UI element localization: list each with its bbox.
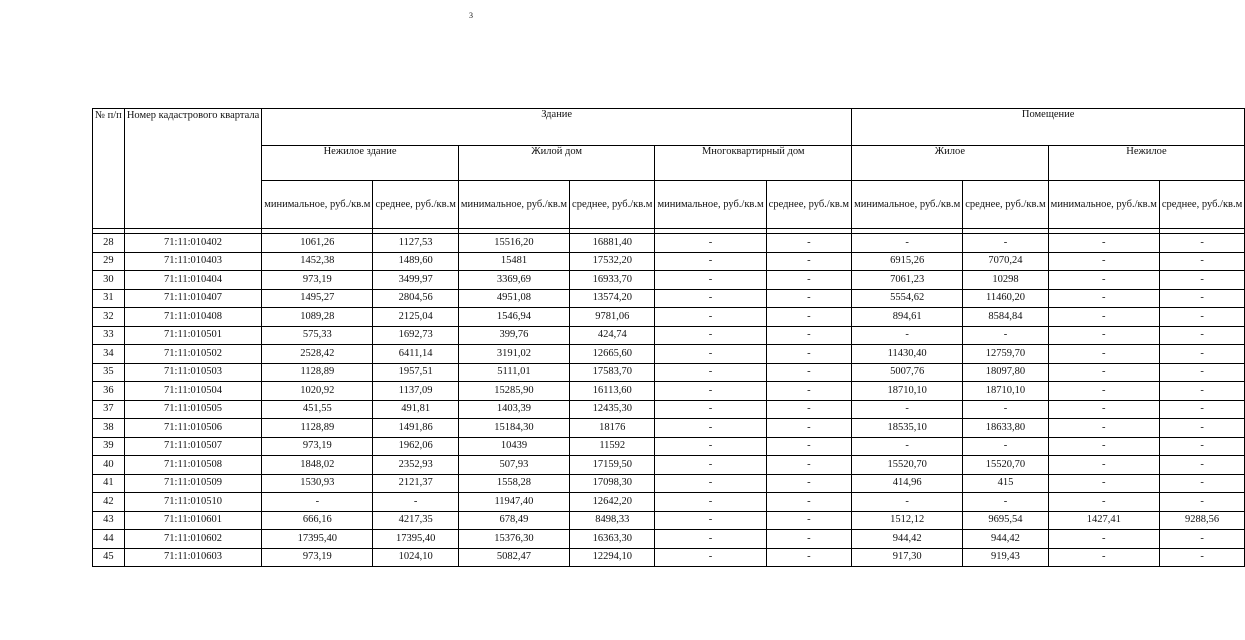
value-cell: 9695,54: [963, 511, 1048, 530]
value-cell: -: [1159, 456, 1244, 475]
value-cell: -: [655, 345, 766, 364]
value-cell: -: [655, 400, 766, 419]
value-cell: -: [1159, 493, 1244, 512]
value-cell: 919,43: [963, 548, 1048, 567]
cadastral-code-cell: 71:11:010408: [124, 308, 261, 327]
value-cell: 15285,90: [458, 382, 569, 401]
value-cell: -: [766, 289, 851, 308]
value-cell: 11947,40: [458, 493, 569, 512]
cadastral-code-cell: 71:11:010502: [124, 345, 261, 364]
value-cell: -: [1048, 530, 1159, 549]
value-cell: -: [1048, 456, 1159, 475]
value-cell: -: [655, 437, 766, 456]
table-row: [93, 493, 1245, 512]
value-cell: 8584,84: [963, 308, 1048, 327]
table-row: [93, 252, 1245, 271]
table-row: [93, 474, 1245, 493]
value-cell: -: [766, 456, 851, 475]
value-cell: 1089,28: [262, 308, 373, 327]
value-cell: -: [655, 382, 766, 401]
value-cell: 16933,70: [570, 271, 655, 290]
value-cell: 5554,62: [852, 289, 963, 308]
row-number-cell: 29: [93, 252, 125, 271]
row-number-cell: 34: [93, 345, 125, 364]
cadastral-code-cell: 71:11:010508: [124, 456, 261, 475]
value-cell: -: [1159, 363, 1244, 382]
value-cell: 1137,09: [373, 382, 458, 401]
value-cell: 15520,70: [852, 456, 963, 475]
value-cell: 11460,20: [963, 289, 1048, 308]
value-cell: 16113,60: [570, 382, 655, 401]
value-cell: 10439: [458, 437, 569, 456]
table-row: [93, 456, 1245, 475]
value-cell: 4951,08: [458, 289, 569, 308]
value-cell: 3191,02: [458, 345, 569, 364]
value-cell: -: [1048, 419, 1159, 438]
value-cell: 6411,14: [373, 345, 458, 364]
value-cell: -: [766, 252, 851, 271]
value-cell: 9781,06: [570, 308, 655, 327]
cadastral-code-cell: 71:11:010503: [124, 363, 261, 382]
value-cell: -: [1048, 345, 1159, 364]
cadastral-code-cell: 71:11:010601: [124, 511, 261, 530]
table-row: [93, 289, 1245, 308]
cadastral-code-cell: 71:11:010505: [124, 400, 261, 419]
value-cell: -: [852, 437, 963, 456]
value-cell: 3369,69: [458, 271, 569, 290]
value-cell: 15520,70: [963, 456, 1048, 475]
value-cell: 1491,86: [373, 419, 458, 438]
value-cell: 1127,53: [373, 234, 458, 253]
value-cell: -: [1159, 234, 1244, 253]
header-avg: среднее, руб./кв.м: [570, 181, 655, 229]
value-cell: 17098,30: [570, 474, 655, 493]
table-row: [93, 326, 1245, 345]
value-cell: 1128,89: [262, 419, 373, 438]
value-cell: -: [655, 271, 766, 290]
value-cell: 12665,60: [570, 345, 655, 364]
value-cell: 15184,30: [458, 419, 569, 438]
value-cell: -: [1048, 308, 1159, 327]
value-cell: -: [1048, 363, 1159, 382]
value-cell: 399,76: [458, 326, 569, 345]
value-cell: -: [1048, 548, 1159, 567]
header-nonresidential: Нежилое: [1048, 146, 1245, 181]
value-cell: 2125,04: [373, 308, 458, 327]
value-cell: -: [373, 493, 458, 512]
value-cell: 16363,30: [570, 530, 655, 549]
value-cell: 18633,80: [963, 419, 1048, 438]
value-cell: -: [766, 511, 851, 530]
value-cell: 1061,26: [262, 234, 373, 253]
value-cell: -: [852, 400, 963, 419]
cadastral-code-cell: 71:11:010506: [124, 419, 261, 438]
value-cell: -: [1048, 234, 1159, 253]
value-cell: -: [766, 308, 851, 327]
value-cell: 1495,27: [262, 289, 373, 308]
header-premises: Помещение: [852, 109, 1245, 146]
row-number-cell: 42: [93, 493, 125, 512]
value-cell: 451,55: [262, 400, 373, 419]
row-number-cell: 44: [93, 530, 125, 549]
page-number: 3: [469, 11, 473, 20]
value-cell: 7070,24: [963, 252, 1048, 271]
value-cell: -: [852, 234, 963, 253]
value-cell: 15376,30: [458, 530, 569, 549]
value-cell: 17395,40: [373, 530, 458, 549]
value-cell: 10298: [963, 271, 1048, 290]
value-cell: 1452,38: [262, 252, 373, 271]
cadastral-code-cell: 71:11:010507: [124, 437, 261, 456]
row-number-cell: 39: [93, 437, 125, 456]
header-num: № п/п: [93, 109, 125, 229]
value-cell: 11430,40: [852, 345, 963, 364]
table-row: [93, 345, 1245, 364]
value-cell: 1530,93: [262, 474, 373, 493]
header-min: минимальное, руб./кв.м: [458, 181, 569, 229]
header-cadastral: Номер кадастрового квартала: [124, 109, 261, 229]
value-cell: 17395,40: [262, 530, 373, 549]
value-cell: -: [963, 326, 1048, 345]
value-cell: 1546,94: [458, 308, 569, 327]
value-cell: 6915,26: [852, 252, 963, 271]
cadastral-code-cell: 71:11:010602: [124, 530, 261, 549]
value-cell: 1692,73: [373, 326, 458, 345]
value-cell: 18710,10: [963, 382, 1048, 401]
value-cell: 5007,76: [852, 363, 963, 382]
value-cell: 894,61: [852, 308, 963, 327]
value-cell: 15481: [458, 252, 569, 271]
row-number-cell: 41: [93, 474, 125, 493]
value-cell: -: [766, 400, 851, 419]
cadastral-value-table: [92, 108, 1245, 567]
value-cell: -: [766, 234, 851, 253]
cadastral-code-cell: 71:11:010504: [124, 382, 261, 401]
value-cell: 1962,06: [373, 437, 458, 456]
value-cell: 4217,35: [373, 511, 458, 530]
cadastral-code-cell: 71:11:010510: [124, 493, 261, 512]
table-row: [93, 363, 1245, 382]
row-number-cell: 28: [93, 234, 125, 253]
value-cell: 575,33: [262, 326, 373, 345]
value-cell: -: [766, 363, 851, 382]
cadastral-code-cell: 71:11:010402: [124, 234, 261, 253]
value-cell: -: [766, 437, 851, 456]
value-cell: -: [1159, 308, 1244, 327]
cadastral-code-cell: 71:11:010403: [124, 252, 261, 271]
value-cell: -: [655, 474, 766, 493]
value-cell: -: [655, 419, 766, 438]
value-cell: 973,19: [262, 271, 373, 290]
value-cell: -: [766, 474, 851, 493]
value-cell: 415: [963, 474, 1048, 493]
value-cell: -: [766, 326, 851, 345]
value-cell: 1489,60: [373, 252, 458, 271]
value-cell: -: [655, 363, 766, 382]
row-number-cell: 30: [93, 271, 125, 290]
value-cell: -: [655, 493, 766, 512]
value-cell: -: [1159, 382, 1244, 401]
value-cell: -: [1048, 400, 1159, 419]
value-cell: -: [766, 548, 851, 567]
table-row: [93, 271, 1245, 290]
value-cell: -: [655, 511, 766, 530]
value-cell: 18176: [570, 419, 655, 438]
value-cell: -: [1159, 289, 1244, 308]
row-number-cell: 40: [93, 456, 125, 475]
value-cell: 18097,80: [963, 363, 1048, 382]
header-building: Здание: [262, 109, 852, 146]
value-cell: -: [655, 234, 766, 253]
row-number-cell: 37: [93, 400, 125, 419]
row-number-cell: 31: [93, 289, 125, 308]
header-house: Жилой дом: [458, 146, 655, 181]
table-row: [93, 419, 1245, 438]
value-cell: 507,93: [458, 456, 569, 475]
value-cell: -: [655, 252, 766, 271]
value-cell: 9288,56: [1159, 511, 1244, 530]
value-cell: -: [1048, 271, 1159, 290]
value-cell: -: [655, 548, 766, 567]
value-cell: -: [655, 530, 766, 549]
value-cell: 2804,56: [373, 289, 458, 308]
value-cell: -: [766, 345, 851, 364]
value-cell: 944,42: [963, 530, 1048, 549]
header-avg: среднее, руб./кв.м: [1159, 181, 1244, 229]
value-cell: -: [1159, 345, 1244, 364]
value-cell: 414,96: [852, 474, 963, 493]
value-cell: 424,74: [570, 326, 655, 345]
value-cell: -: [766, 530, 851, 549]
value-cell: 944,42: [852, 530, 963, 549]
value-cell: -: [655, 289, 766, 308]
value-cell: 12435,30: [570, 400, 655, 419]
value-cell: 8498,33: [570, 511, 655, 530]
value-cell: -: [766, 419, 851, 438]
value-cell: -: [1159, 252, 1244, 271]
table-body: [93, 234, 1245, 567]
value-cell: 17159,50: [570, 456, 655, 475]
value-cell: 1024,10: [373, 548, 458, 567]
value-cell: 1558,28: [458, 474, 569, 493]
cadastral-code-cell: 71:11:010501: [124, 326, 261, 345]
table-row: [93, 511, 1245, 530]
value-cell: -: [1159, 400, 1244, 419]
value-cell: 1427,41: [1048, 511, 1159, 530]
value-cell: 17583,70: [570, 363, 655, 382]
value-cell: -: [1048, 326, 1159, 345]
value-cell: -: [1159, 326, 1244, 345]
header-avg: среднее, руб./кв.м: [963, 181, 1048, 229]
value-cell: 5111,01: [458, 363, 569, 382]
row-number-cell: 38: [93, 419, 125, 438]
row-number-cell: 32: [93, 308, 125, 327]
value-cell: 678,49: [458, 511, 569, 530]
cadastral-code-cell: 71:11:010603: [124, 548, 261, 567]
row-number-cell: 33: [93, 326, 125, 345]
value-cell: 2528,42: [262, 345, 373, 364]
table-row: [93, 548, 1245, 567]
value-cell: -: [1048, 474, 1159, 493]
value-cell: 1020,92: [262, 382, 373, 401]
value-cell: -: [766, 271, 851, 290]
value-cell: -: [963, 400, 1048, 419]
value-cell: 18710,10: [852, 382, 963, 401]
table-row: [93, 382, 1245, 401]
header-residential: Жилое: [852, 146, 1049, 181]
value-cell: 1128,89: [262, 363, 373, 382]
value-cell: -: [655, 308, 766, 327]
value-cell: 2121,37: [373, 474, 458, 493]
value-cell: 3499,97: [373, 271, 458, 290]
value-cell: 7061,23: [852, 271, 963, 290]
value-cell: 12642,20: [570, 493, 655, 512]
value-cell: -: [1159, 548, 1244, 567]
value-cell: 1512,12: [852, 511, 963, 530]
value-cell: -: [655, 456, 766, 475]
table-row: [93, 308, 1245, 327]
value-cell: -: [1048, 252, 1159, 271]
value-cell: 15516,20: [458, 234, 569, 253]
value-cell: -: [1159, 271, 1244, 290]
value-cell: 18535,10: [852, 419, 963, 438]
row-number-cell: 43: [93, 511, 125, 530]
value-cell: 1403,39: [458, 400, 569, 419]
value-cell: -: [963, 234, 1048, 253]
cadastral-code-cell: 71:11:010509: [124, 474, 261, 493]
value-cell: -: [1159, 437, 1244, 456]
value-cell: -: [852, 493, 963, 512]
value-cell: 11592: [570, 437, 655, 456]
value-cell: 666,16: [262, 511, 373, 530]
value-cell: -: [1048, 382, 1159, 401]
value-cell: -: [655, 326, 766, 345]
value-cell: 5082,47: [458, 548, 569, 567]
value-cell: -: [766, 382, 851, 401]
header-avg: среднее, руб./кв.м: [373, 181, 458, 229]
cadastral-code-cell: 71:11:010407: [124, 289, 261, 308]
value-cell: -: [963, 493, 1048, 512]
table-row: [93, 400, 1245, 419]
value-cell: -: [1159, 419, 1244, 438]
cadastral-code-cell: 71:11:010404: [124, 271, 261, 290]
header-min: минимальное, руб./кв.м: [655, 181, 766, 229]
row-number-cell: 45: [93, 548, 125, 567]
header-min: минимальное, руб./кв.м: [262, 181, 373, 229]
value-cell: -: [963, 437, 1048, 456]
row-number-cell: 35: [93, 363, 125, 382]
value-cell: 1848,02: [262, 456, 373, 475]
table-row: [93, 234, 1245, 253]
value-cell: -: [852, 326, 963, 345]
value-cell: 917,30: [852, 548, 963, 567]
value-cell: -: [262, 493, 373, 512]
value-cell: 1957,51: [373, 363, 458, 382]
row-number-cell: 36: [93, 382, 125, 401]
value-cell: 12759,70: [963, 345, 1048, 364]
value-cell: -: [766, 493, 851, 512]
header-apartment: Многоквартирный дом: [655, 146, 852, 181]
value-cell: -: [1159, 530, 1244, 549]
header-avg: среднее, руб./кв.м: [766, 181, 851, 229]
header-nonres-building: Нежилое здание: [262, 146, 459, 181]
value-cell: -: [1159, 474, 1244, 493]
table-row: [93, 530, 1245, 549]
value-cell: 973,19: [262, 548, 373, 567]
value-cell: -: [1048, 289, 1159, 308]
value-cell: -: [1048, 493, 1159, 512]
value-cell: 12294,10: [570, 548, 655, 567]
header-min: минимальное, руб./кв.м: [852, 181, 963, 229]
table-row: [93, 437, 1245, 456]
value-cell: 491,81: [373, 400, 458, 419]
value-cell: 16881,40: [570, 234, 655, 253]
value-cell: 973,19: [262, 437, 373, 456]
header-min: минимальное, руб./кв.м: [1048, 181, 1159, 229]
value-cell: -: [1048, 437, 1159, 456]
value-cell: 2352,93: [373, 456, 458, 475]
value-cell: 13574,20: [570, 289, 655, 308]
value-cell: 17532,20: [570, 252, 655, 271]
